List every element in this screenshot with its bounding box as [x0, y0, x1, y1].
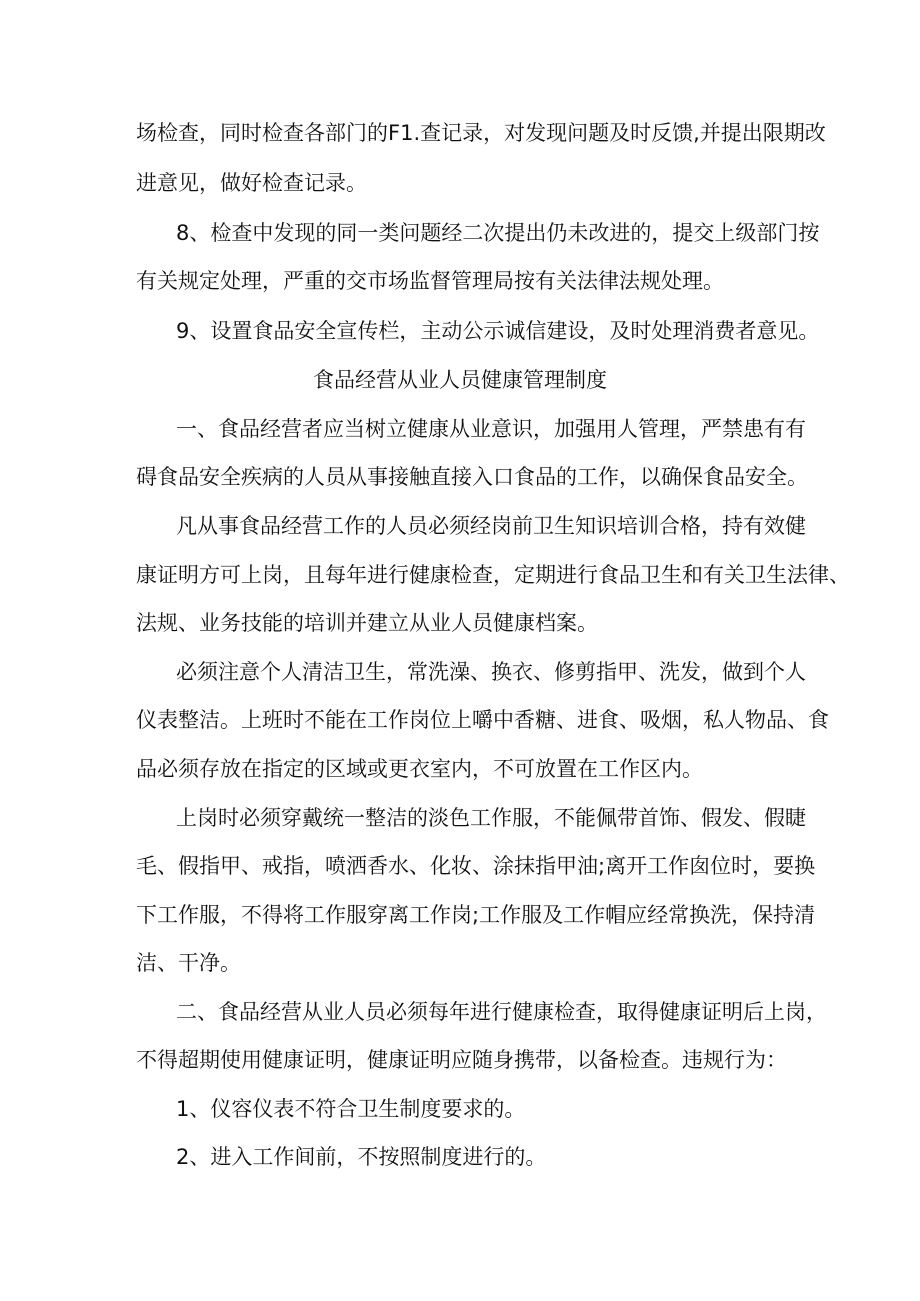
paragraph-line: 仪表整洁。上班时不能在工作岗位上嚼中香糖、进食、吸烟，私人物品、食	[136, 708, 829, 732]
paragraph-line: 8、检查中发现的同一类问题经二次提出仍未改进的，提交上级部门按	[176, 221, 820, 245]
paragraph-line: 9、设置食品安全宣传栏，主动公示诚信建设，及时处理消费者意见。	[176, 319, 820, 343]
paragraph-line: 康证明方可上岗，且每年进行健康检查，定期进行食品卫生和有关卫生法律、	[136, 563, 850, 587]
paragraph-line: 不得超期使用健康证明，健康证明应随身携带，以备检查。违规行为：	[136, 1048, 787, 1072]
paragraph-line: 上岗时必须穿戴统一整洁的淡色工作服，不能佩带首饰、假发、假睫	[176, 806, 806, 830]
section-title: 食品经营从业人员健康管理制度	[313, 368, 607, 392]
paragraph-line: 必须注意个人清洁卫生，常洗澡、换衣、修剪指甲、洗发，做到个人	[176, 660, 806, 684]
paragraph-line: 场检查，同时检查各部门的F1.查记录，对发现问题及时反馈,并提出限期改	[136, 121, 826, 145]
paragraph-line: 进意见，做好检查记录。	[136, 171, 367, 195]
paragraph-line: 洁、干净。	[136, 951, 241, 975]
paragraph-line: 凡从事食品经营工作的人员必须经岗前卫生知识培训合格，持有效健	[176, 514, 806, 538]
paragraph-line: 一、食品经营者应当树立健康从业意识，加强用人管理，严禁患有有	[176, 417, 806, 441]
paragraph-line: 毛、假指甲、戒指，喷洒香水、化妆、涂抹指甲油;离开工作囱位时，要换	[136, 854, 816, 878]
paragraph-line: 品必须存放在指定的区域或更衣室内，不可放置在工作区内。	[136, 757, 703, 781]
paragraph-line: 下工作服，不得将工作服穿离工作岗;工作服及工作帽应经常换洗，保持清	[136, 903, 816, 927]
list-item: 2、进入工作间前，不按照制度进行的。	[176, 1145, 547, 1169]
paragraph-line: 二、食品经营从业人员必须每年进行健康检查，取得健康证明后上岗，	[176, 1000, 827, 1024]
list-item: 1、仪容仪表不符合卫生制度要求的。	[176, 1097, 526, 1121]
paragraph-line: 法规、业务技能的培训并建立从业人员健康档案。	[136, 611, 598, 635]
paragraph-line: 有关规定处理，严重的交市场监督管理局按有关法律法规处理。	[136, 269, 724, 293]
paragraph-line: 碍食品安全疾病的人员从事接触直接入口食品的工作，以确保食品安全。	[136, 465, 808, 489]
